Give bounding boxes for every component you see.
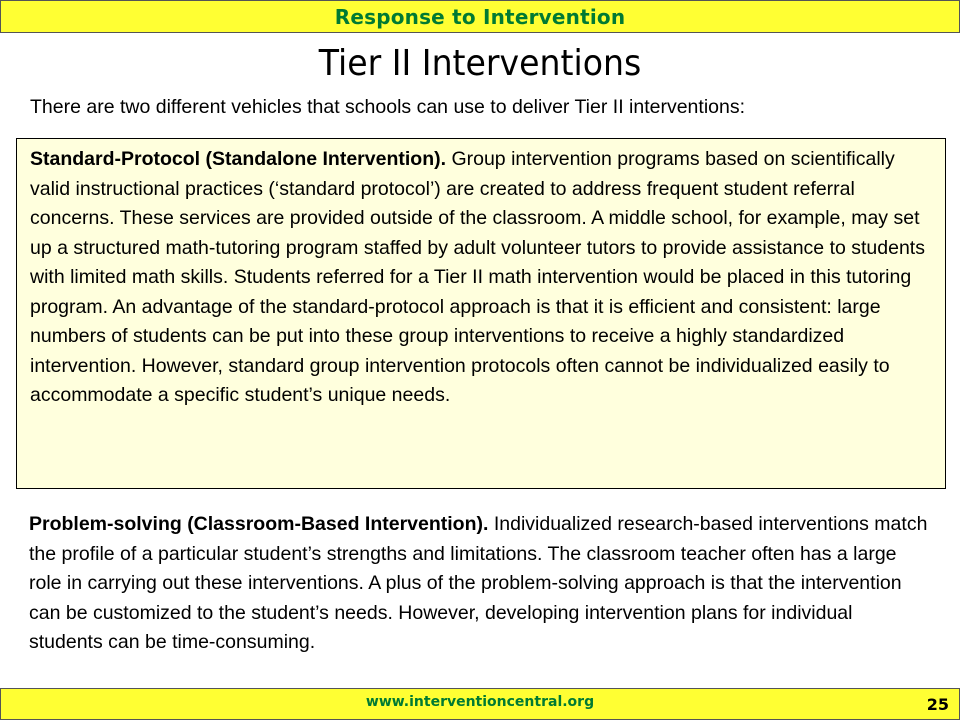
problem-solving-heading: Problem-solving (Classroom-Based Intervention).: [29, 513, 489, 535]
problem-solving-body: Individualized research-based interventions match the profile of a particular student’s strengths and limitations. The classroom teacher often has a large role in carrying out these interventions. A plus of the problem-solving approach is that the intervention can be customized to the student’s needs. However, developing intervention plans for individual students can be time-consuming.: [29, 513, 928, 653]
standard-protocol-box: [16, 138, 946, 489]
standard-protocol-heading: Standard-Protocol (Standalone Intervention).: [30, 148, 447, 170]
header-title: Response to Intervention: [334, 4, 626, 29]
standard-protocol-paragraph: [30, 145, 935, 411]
footer-bar: [0, 688, 960, 720]
intro-text: There are two different vehicles that schools can use to deliver Tier II interventions:: [30, 96, 746, 118]
header-bar: [0, 0, 960, 33]
standard-protocol-body: Group intervention programs based on scientifically valid instructional practices (‘standard protocol’) are created to address frequent student referral concerns. These services are provided outside of the classroom. A middle school, for example, may set up a structured math-tutoring program staffed by adult volunteer tutors to provide assistance to students with limited math skills. Students referred for a Tier II math intervention would be placed in this tutoring program. An advantage of the standard-protocol approach is that it is efficient and consistent: large numbers of students can be put into these group interventions to receive a highly standardized intervention. However, standard group intervention protocols often cannot be individualized easily to accommodate a specific student’s unique needs.: [30, 148, 925, 406]
page-number: 25: [926, 695, 949, 714]
problem-solving-paragraph: [29, 510, 929, 658]
slide-title: Tier II Interventions: [318, 43, 642, 84]
footer-url: www.interventioncentral.org: [365, 694, 595, 710]
